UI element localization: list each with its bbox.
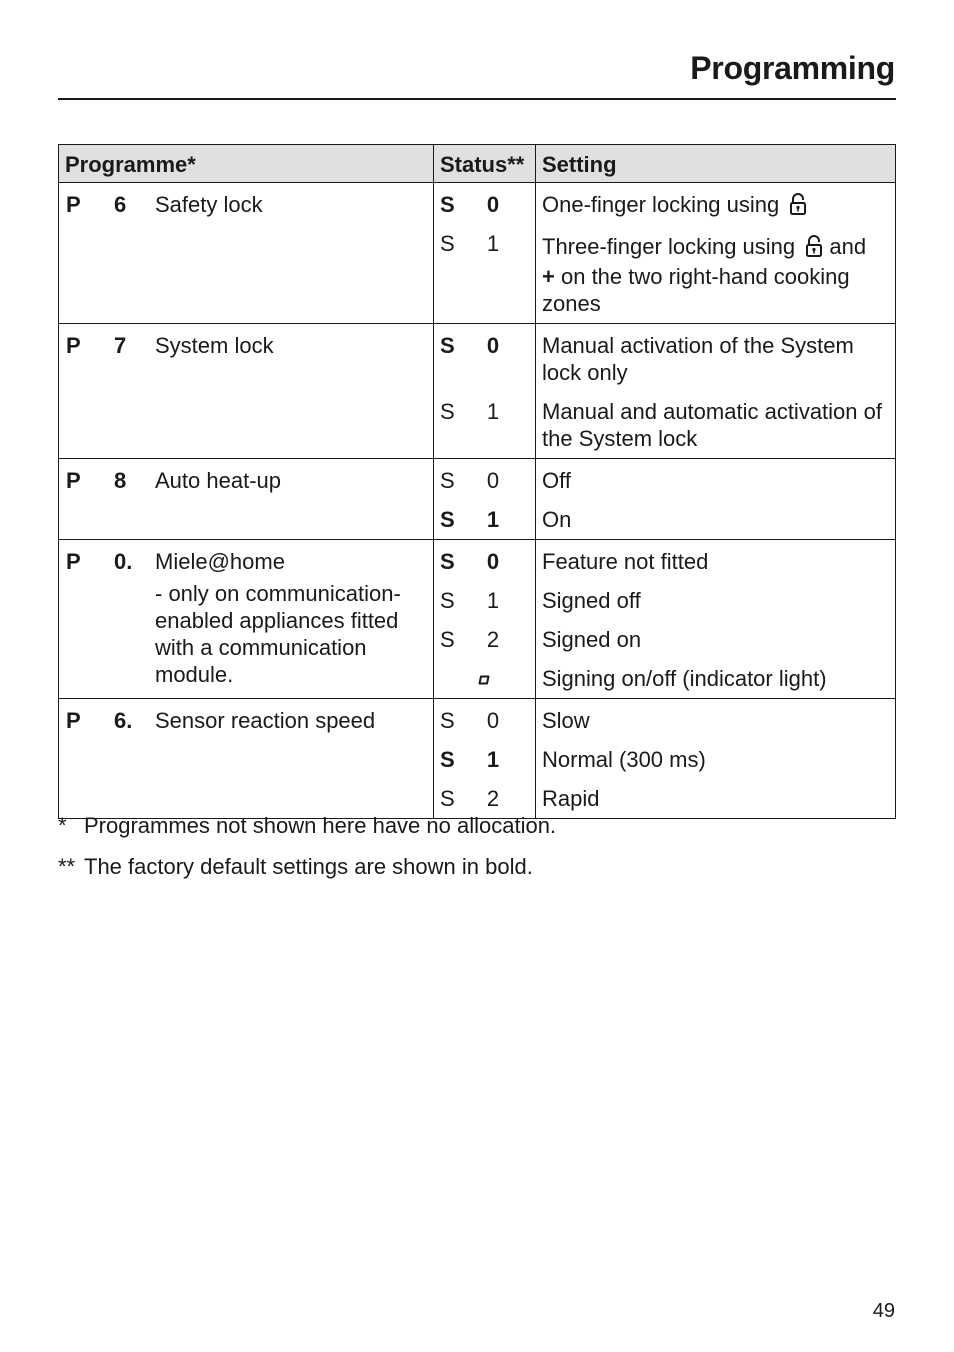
setting-text: on the two right-hand cooking zones bbox=[542, 264, 850, 316]
status-letter: S bbox=[440, 399, 455, 424]
table-row bbox=[59, 699, 896, 819]
status-cell bbox=[434, 324, 536, 459]
status-value: 0 bbox=[486, 192, 500, 217]
programming-table bbox=[58, 144, 896, 819]
programme-number: 8 bbox=[114, 468, 127, 493]
page-number: 49 bbox=[872, 1300, 895, 1322]
programme-cell bbox=[59, 540, 434, 699]
setting-text: One-finger locking using bbox=[542, 192, 780, 217]
setting-text: Signing on/off (indicator light) bbox=[542, 666, 827, 691]
programme-letter: P bbox=[66, 192, 81, 217]
status-cell bbox=[434, 699, 536, 819]
table-row bbox=[59, 540, 896, 699]
status-value: 2 bbox=[486, 786, 500, 811]
footnotes bbox=[58, 812, 556, 894]
status-letter: S bbox=[440, 588, 455, 613]
footnote-text: The factory default settings are shown in bold. bbox=[84, 854, 533, 879]
status-line bbox=[434, 785, 535, 812]
indicator-light-icon bbox=[478, 665, 490, 692]
status-cell bbox=[434, 459, 536, 540]
setting-cell bbox=[536, 459, 896, 540]
status-letter: S bbox=[440, 549, 455, 574]
status-value: 1 bbox=[486, 399, 500, 424]
setting-text: Signed on bbox=[542, 627, 642, 652]
footnote bbox=[58, 853, 556, 880]
programme-letter: P bbox=[66, 468, 81, 493]
status-value: 1 bbox=[486, 231, 500, 256]
status-line bbox=[434, 665, 535, 692]
status-cell bbox=[434, 540, 536, 699]
footnote-mark: ** bbox=[58, 854, 76, 879]
status-letter: S bbox=[440, 747, 455, 772]
programme-letter: P bbox=[66, 549, 81, 574]
status-line bbox=[434, 230, 535, 257]
setting-text: Manual and automatic activation of the System lock bbox=[542, 399, 882, 451]
programme-number: 7 bbox=[114, 333, 127, 358]
status-value: 1 bbox=[486, 588, 500, 613]
status-letter: S bbox=[440, 627, 455, 652]
status-letter: S bbox=[440, 708, 455, 733]
status-value: 0 bbox=[486, 333, 500, 358]
programme-letter: P bbox=[66, 708, 81, 733]
footnote bbox=[58, 812, 556, 839]
status-cell bbox=[434, 183, 536, 324]
status-value: 0 bbox=[486, 468, 500, 493]
status-line bbox=[434, 191, 535, 218]
programme-cell bbox=[59, 183, 434, 324]
status-letter: S bbox=[440, 468, 455, 493]
programme-name: Sensor reaction speed bbox=[155, 708, 376, 733]
setting-cell bbox=[536, 540, 896, 699]
programme-name: Miele@home bbox=[155, 549, 285, 574]
status-letter: S bbox=[440, 231, 455, 256]
setting-text: and bbox=[829, 234, 867, 259]
programme-cell bbox=[59, 459, 434, 540]
table-row bbox=[59, 324, 896, 459]
status-value: 1 bbox=[486, 507, 500, 532]
status-value: 1 bbox=[486, 747, 500, 772]
status-line bbox=[434, 506, 535, 533]
status-line bbox=[434, 398, 535, 425]
table-row bbox=[59, 459, 896, 540]
plus-symbol: + bbox=[542, 264, 555, 289]
lock-icon bbox=[805, 235, 823, 263]
setting-text: Feature not fitted bbox=[542, 549, 709, 574]
status-letter: S bbox=[440, 333, 455, 358]
footnote-text: Programmes not shown here have no allocation. bbox=[84, 813, 557, 838]
status-line bbox=[434, 746, 535, 773]
setting-text: Signed off bbox=[542, 588, 641, 613]
programme-number: 6. bbox=[114, 708, 133, 733]
setting-text: Manual activation of the System lock only bbox=[542, 333, 854, 385]
programme-cell bbox=[59, 699, 434, 819]
status-line bbox=[434, 587, 535, 614]
setting-text: Slow bbox=[542, 708, 590, 733]
footnote-mark: * bbox=[58, 813, 67, 838]
setting-cell bbox=[536, 183, 896, 324]
setting-line bbox=[542, 233, 889, 317]
status-letter: S bbox=[440, 507, 455, 532]
status-value: 0 bbox=[486, 708, 500, 733]
status-value: 0 bbox=[486, 549, 500, 574]
setting-line bbox=[542, 191, 889, 221]
status-letter: S bbox=[440, 192, 455, 217]
status-value: 2 bbox=[486, 627, 500, 652]
setting-text: Off bbox=[542, 468, 571, 493]
programme-number: 0. bbox=[114, 549, 133, 574]
setting-text: Three-finger locking using bbox=[542, 234, 796, 259]
status-line bbox=[434, 707, 535, 734]
status-line bbox=[434, 467, 535, 494]
title-divider bbox=[58, 98, 896, 100]
status-letter: S bbox=[440, 786, 455, 811]
header-programme: Programme* bbox=[59, 145, 434, 183]
setting-text: Normal (300 ms) bbox=[542, 747, 706, 772]
programme-name: System lock bbox=[155, 333, 274, 358]
table-row bbox=[59, 183, 896, 324]
setting-cell bbox=[536, 324, 896, 459]
programme-note: - only on communication-enabled appliances fitted with a communication module. bbox=[155, 581, 401, 687]
header-setting: Setting bbox=[536, 145, 896, 183]
status-line bbox=[434, 332, 535, 386]
page-title: Programming bbox=[690, 50, 895, 86]
status-line bbox=[434, 548, 535, 575]
setting-text: On bbox=[542, 507, 572, 532]
setting-cell bbox=[536, 699, 896, 819]
programme-cell bbox=[59, 324, 434, 459]
programme-number: 6 bbox=[114, 192, 127, 217]
table-header-row bbox=[59, 145, 896, 183]
programme-name: Safety lock bbox=[155, 192, 263, 217]
header-status: Status** bbox=[434, 145, 536, 183]
setting-text: Rapid bbox=[542, 786, 600, 811]
status-line bbox=[434, 626, 535, 653]
programme-name: Auto heat-up bbox=[155, 468, 281, 493]
lock-icon bbox=[789, 193, 807, 221]
programme-letter: P bbox=[66, 333, 81, 358]
